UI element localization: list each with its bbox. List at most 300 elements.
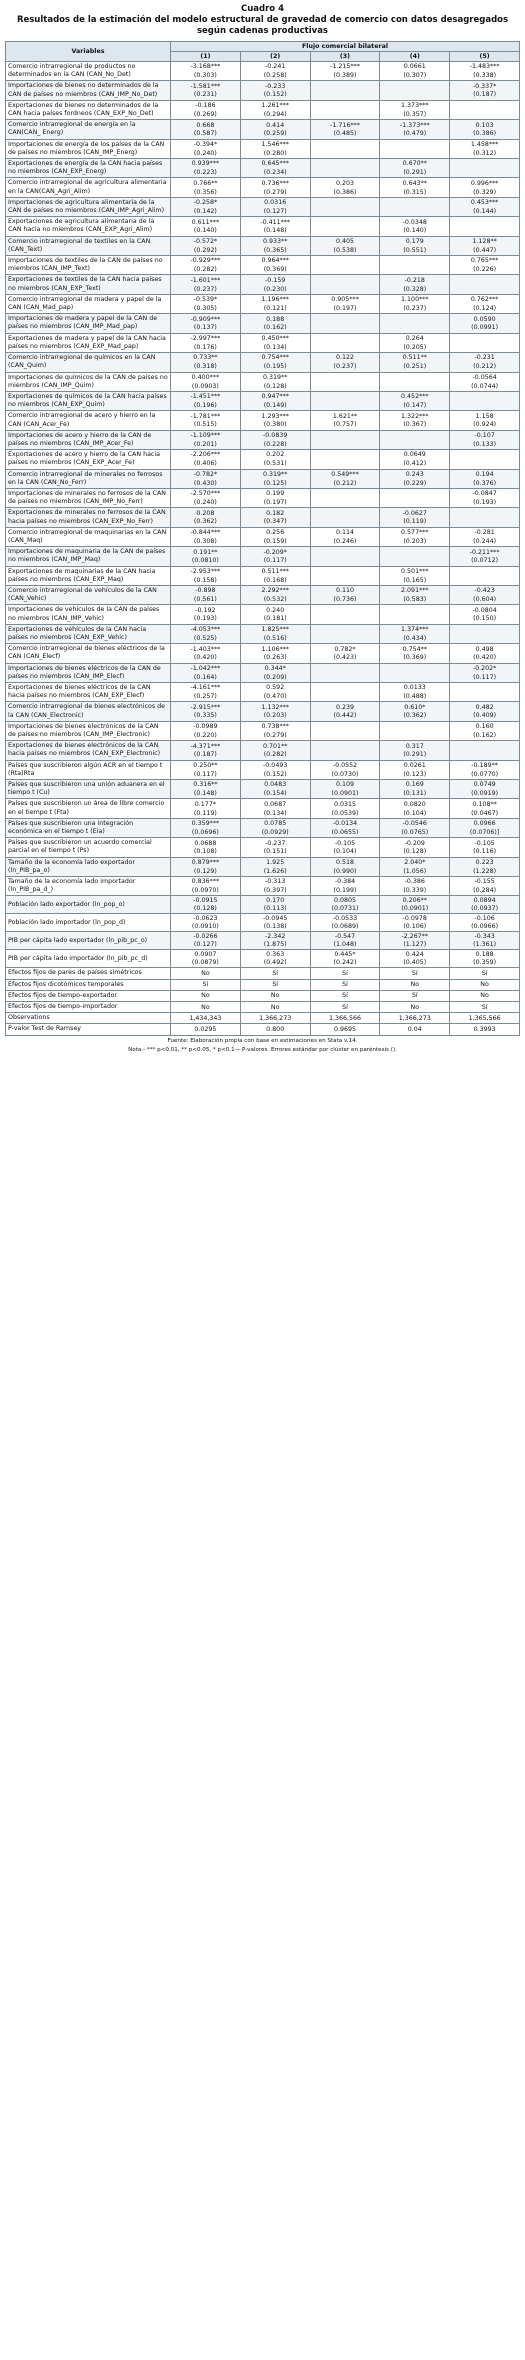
coefficient-cell: 0.0688	[171, 838, 241, 848]
coefficient-cell	[310, 488, 380, 498]
std-error-cell: (0.187)	[171, 751, 241, 760]
table-row	[6, 81, 520, 91]
std-error-cell: (0.532)	[240, 596, 310, 605]
table-row	[6, 391, 520, 401]
coefficient-cell: 1.106***	[240, 644, 310, 654]
variable-label: Exportaciones de energía de la CAN hacia países no miembros (CAN_EXP_Energ)	[6, 159, 171, 178]
coefficient-cell: -0.0546	[380, 818, 450, 828]
coefficient-cell: -1.042***	[171, 663, 241, 673]
std-error-cell: (0.123)	[380, 770, 450, 779]
std-error-cell: (0.409)	[450, 712, 520, 721]
coefficient-cell	[310, 100, 380, 110]
coefficient-cell: 0.206**	[380, 896, 450, 906]
coefficient-cell: 0.0820	[380, 799, 450, 809]
std-error-cell: (0.212)	[450, 363, 520, 372]
table-row	[6, 1024, 520, 1035]
coefficient-cell: 0.577***	[380, 527, 450, 537]
coefficient-cell: 1.128**	[450, 236, 520, 246]
std-error-cell: (0.138)	[240, 923, 310, 932]
variable-label: Comercio intrarregional de maquinarias en la CAN (CAN_Maq)	[6, 527, 171, 546]
std-error-cell	[310, 693, 380, 702]
table-row	[6, 702, 520, 712]
std-error-cell: (0.134)	[240, 809, 310, 818]
coefficient-cell: 1.621**	[310, 411, 380, 421]
std-error-cell	[310, 440, 380, 449]
coefficient-cell: -0.0989	[171, 721, 241, 731]
std-error-cell	[380, 266, 450, 275]
std-error-cell	[380, 557, 450, 566]
std-error-cell: (0.251)	[380, 363, 450, 372]
std-error-cell: (0.442)	[310, 712, 380, 721]
variable-label: Países que suscribieron una unión aduanera en el tiempo t (Cu)	[6, 780, 171, 799]
std-error-cell: (0.0810)	[171, 557, 241, 566]
std-error-cell: (0.280)	[240, 149, 310, 158]
variable-label: Exportaciones de acero y hierro de la CAN hacia países no miembros (CAN_EXP_Acer_Fe)	[6, 450, 171, 469]
coefficient-cell: -1.403***	[171, 644, 241, 654]
table-row	[6, 605, 520, 615]
table-row	[6, 139, 520, 149]
coefficient-cell: 0.414	[240, 120, 310, 130]
std-error-cell: (0.430)	[171, 479, 241, 488]
std-error-cell	[380, 149, 450, 158]
table-row	[6, 411, 520, 421]
coefficient-cell: 0.0785	[240, 818, 310, 828]
std-error-cell	[310, 402, 380, 411]
coefficient-cell	[380, 547, 450, 557]
std-error-cell: (0.0730)	[310, 770, 380, 779]
std-error-cell	[450, 111, 520, 120]
table-row	[6, 760, 520, 770]
coefficient-cell	[450, 159, 520, 169]
std-error-cell	[450, 460, 520, 469]
std-error-cell: (0.237)	[171, 285, 241, 294]
coefficient-cell: -4.371***	[171, 741, 241, 751]
coefficient-cell: 0.452***	[380, 391, 450, 401]
std-error-cell	[450, 576, 520, 585]
coefficient-cell: 0.933**	[240, 236, 310, 246]
coefficient-cell: -0.233	[240, 81, 310, 91]
coefficient-cell: 0.344*	[240, 663, 310, 673]
coefficient-cell: -0.337*	[450, 81, 520, 91]
std-error-cell: (0.0539)	[310, 809, 380, 818]
coefficient-cell: -0.0552	[310, 760, 380, 770]
coefficient-cell: -2.953***	[171, 566, 241, 576]
std-error-cell: (0.376)	[450, 479, 520, 488]
coefficient-cell: 0.0261	[380, 760, 450, 770]
table-row	[6, 857, 520, 867]
std-error-cell: (0.148)	[240, 227, 310, 236]
std-error-cell: (0.106)	[380, 923, 450, 932]
std-error-cell: (0.367)	[380, 421, 450, 430]
variable-label: Importaciones de vehículos de la CAN de países no miembros (CAN_IMP_Vehic)	[6, 605, 171, 624]
std-error-cell	[310, 751, 380, 760]
std-error-cell: (0.129)	[171, 867, 241, 876]
std-error-cell	[450, 169, 520, 178]
coefficient-cell: 0.208	[171, 508, 241, 518]
table-row	[6, 100, 520, 110]
value-cell: 0.04	[380, 1024, 450, 1035]
coefficient-cell	[310, 391, 380, 401]
variable-label: Países que suscribieron un área de libre comercio en el tiempo t (Fta)	[6, 799, 171, 818]
std-error-cell: (0.0903)	[171, 382, 241, 391]
std-error-cell: (0.220)	[171, 732, 241, 741]
variable-label: Exportaciones de agricultura alimentaria de la CAN hacia no miembros (CAN_EXP_Agri_Alim)	[6, 217, 171, 236]
std-error-cell: (0.228)	[240, 440, 310, 449]
std-error-cell: (0.231)	[171, 91, 241, 100]
coefficient-cell: -0.929***	[171, 256, 241, 266]
std-error-cell: (0.193)	[171, 615, 241, 624]
std-error-cell: (0.154)	[240, 790, 310, 799]
variable-label: Importaciones de bienes eléctricos de la CAN de países no miembros (CAN_IMP_Elecf)	[6, 663, 171, 682]
source-note: Fuente: Elaboración propia con base en estimaciones en Stata v.14.	[167, 1037, 358, 1044]
coefficient-cell: -0.411***	[240, 217, 310, 227]
variable-label: P-valor Test de Ramsey	[6, 1024, 171, 1035]
table-row	[6, 469, 520, 479]
coefficient-cell: 0.264	[380, 333, 450, 343]
std-error-cell	[310, 111, 380, 120]
std-error-cell: (0.0744)	[450, 382, 520, 391]
std-error-cell: (0.159)	[240, 537, 310, 546]
coefficient-cell	[380, 81, 450, 91]
table-row	[6, 1013, 520, 1024]
coefficient-cell: 0.754**	[380, 644, 450, 654]
std-error-cell	[310, 732, 380, 741]
coefficient-cell: -2.206***	[171, 450, 241, 460]
coefficient-cell	[450, 275, 520, 285]
std-error-cell: (0.318)	[171, 363, 241, 372]
std-error-cell: (0.423)	[310, 654, 380, 663]
coefficient-cell: 1.293***	[240, 411, 310, 421]
coefficient-cell: 1.925	[240, 857, 310, 867]
table-row	[6, 683, 520, 693]
std-error-cell: (0.168)	[240, 576, 310, 585]
std-error-cell	[310, 343, 380, 352]
std-error-cell: (0.339)	[380, 887, 450, 896]
std-error-cell: (0.187)	[450, 91, 520, 100]
value-cell: No	[380, 979, 450, 990]
variable-label: Población lado exportador (ln_pop_o)	[6, 896, 171, 914]
coefficient-cell: -0.192	[171, 605, 241, 615]
std-error-cell	[380, 732, 450, 741]
variable-label: Exportaciones de vehículos de la CAN hacia países no miembros (CAN_EXP_Vehic)	[6, 624, 171, 643]
coefficient-cell: 0.240	[240, 605, 310, 615]
coefficient-cell: -4.053***	[171, 624, 241, 634]
variable-label: Comercio intrarregional de minerales no ferrosos en la CAN (CAN_No_Ferr)	[6, 469, 171, 488]
coefficient-cell	[450, 391, 520, 401]
coefficient-cell: 0.191**	[171, 547, 241, 557]
coefficient-cell: 0.501***	[380, 566, 450, 576]
coefficient-cell	[450, 566, 520, 576]
coefficient-cell: -0.0945	[240, 914, 310, 924]
std-error-cell	[380, 440, 450, 449]
coefficient-cell: 0.250**	[171, 760, 241, 770]
std-error-cell: (0.359)	[450, 959, 520, 968]
std-error-cell: (0.142)	[171, 208, 241, 217]
std-error-cell: (0.406)	[171, 460, 241, 469]
coefficient-cell: -0.0564	[450, 372, 520, 382]
coefficient-cell	[380, 139, 450, 149]
std-error-cell: (0.434)	[380, 635, 450, 644]
std-error-cell: (0.244)	[450, 537, 520, 546]
coefficient-cell: 1.546***	[240, 139, 310, 149]
std-error-cell	[310, 518, 380, 527]
std-error-cell: (0.258)	[240, 72, 310, 81]
variable-label: Exportaciones de textiles de la CAN hacia países no miembros (CAN_EXP_Text)	[6, 275, 171, 294]
coefficient-cell	[380, 372, 450, 382]
table-row	[6, 566, 520, 576]
coefficient-cell: -2.915***	[171, 702, 241, 712]
coefficient-cell: 0.0661	[380, 62, 450, 72]
std-error-cell: (0.0770)	[450, 770, 520, 779]
coefficient-cell: -0.218	[380, 275, 450, 285]
std-error-cell: (0.164)	[171, 673, 241, 682]
coefficient-cell: 0.319**	[240, 469, 310, 479]
variable-label: Tamaño de la economía lado exportador (ln_PIB_pa_o)	[6, 857, 171, 876]
coefficient-cell: -0.313	[240, 877, 310, 887]
std-error-cell: (0.587)	[171, 130, 241, 139]
coefficient-cell: -0.0623	[171, 914, 241, 924]
std-error-cell: (0.412)	[380, 460, 450, 469]
std-error-cell: (0.121)	[240, 305, 310, 314]
std-error-cell: (0.0901)	[310, 790, 380, 799]
value-cell: 1,366,273	[380, 1013, 450, 1024]
coefficient-cell: 0.766**	[171, 178, 241, 188]
coefficient-cell	[380, 605, 450, 615]
coefficient-cell	[310, 333, 380, 343]
coefficient-cell: -0.107	[450, 430, 520, 440]
coefficient-cell: -1.716***	[310, 120, 380, 130]
coefficient-cell: -0.209*	[240, 547, 310, 557]
coefficient-cell	[310, 430, 380, 440]
coefficient-cell: -0.909***	[171, 314, 241, 324]
significance-note: Nota.- *** p<0.01, ** p<0.05, * p<0.1— P-valores. Errores estándar por clúster en paréntesis ().	[128, 1046, 397, 1053]
coefficient-cell: 0.108**	[450, 799, 520, 809]
std-error-cell: (0.757)	[310, 421, 380, 430]
table-row	[6, 914, 520, 924]
column-header: (3)	[310, 52, 380, 62]
variable-label: PIB per cápita lado exportador (ln_pib_pc_o)	[6, 932, 171, 950]
std-error-cell: (0.134)	[240, 343, 310, 352]
variable-label: Importaciones de textiles de la CAN de países no miembros (CAN_IMP_Text)	[6, 256, 171, 275]
variable-label: Países que suscribieron una integración económica en el tiempo t (Eia)	[6, 818, 171, 837]
std-error-cell	[310, 266, 380, 275]
variable-label: Importaciones de agricultura alimentaria de la CAN de países no miembros (CAN_IMP_Agri_Alim)	[6, 197, 171, 216]
std-error-cell	[310, 460, 380, 469]
std-error-cell: (0.0929)	[240, 829, 310, 838]
std-error-cell: (0.736)	[310, 596, 380, 605]
variable-label: Países que suscribieron un acuerdo comercial parcial en el tiempo t (Ps)	[6, 838, 171, 857]
std-error-cell: (0.137)	[171, 324, 241, 333]
std-error-cell: (0.117)	[240, 557, 310, 566]
coefficient-cell: -1.215***	[310, 62, 380, 72]
coefficient-cell: 0.0316	[240, 197, 310, 207]
std-error-cell: (0.119)	[380, 518, 450, 527]
coefficient-cell: -1.109***	[171, 430, 241, 440]
table-row	[6, 353, 520, 363]
variable-label: Exportaciones de químicos de la CAN hacia países no miembros (CAN_EXP_Quim)	[6, 391, 171, 410]
coefficient-cell: -0.572*	[171, 236, 241, 246]
std-error-cell: (0.148)	[171, 790, 241, 799]
std-error-cell: (0.269)	[171, 111, 241, 120]
table-row	[6, 236, 520, 246]
table-row	[6, 1002, 520, 1013]
std-error-cell: (0.128)	[380, 848, 450, 857]
coefficient-cell	[450, 100, 520, 110]
coefficient-cell: 1.373***	[380, 100, 450, 110]
std-error-cell: (0.525)	[171, 635, 241, 644]
coefficient-cell: 0.0749	[450, 780, 520, 790]
std-error-cell	[310, 576, 380, 585]
variable-label: Importaciones de acero y hierro de la CAN de países no miembros (CAN_IMP_Acer_Fe)	[6, 430, 171, 449]
std-error-cell: (0.104)	[380, 809, 450, 818]
std-error-cell	[450, 635, 520, 644]
std-error-cell: (0.308)	[171, 537, 241, 546]
coefficient-cell: 0.0649	[380, 450, 450, 460]
std-error-cell: (0.113)	[240, 905, 310, 914]
coefficient-cell	[380, 430, 450, 440]
coefficient-cell: 0.109	[310, 780, 380, 790]
value-cell: Sí	[171, 979, 241, 990]
variable-label: Comercio intrarregional de químicos en la CAN (CAN_Quim)	[6, 353, 171, 372]
coefficient-cell: -0.898	[171, 585, 241, 595]
coefficient-cell: 0.511**	[380, 353, 450, 363]
variable-label: Exportaciones de bienes no determinados de la CAN hacia países fordneos (CAN_EXP_No_Det)	[6, 100, 171, 119]
std-error-cell: (0.119)	[171, 809, 241, 818]
coefficient-cell: -1.373***	[380, 120, 450, 130]
coefficient-cell: -2.997***	[171, 333, 241, 343]
table-row	[6, 644, 520, 654]
table-row	[6, 488, 520, 498]
coefficient-cell: -0.202*	[450, 663, 520, 673]
coefficient-cell: -1.483***	[450, 62, 520, 72]
std-error-cell: (0.0696)	[171, 829, 241, 838]
std-error-cell: (0.303)	[171, 72, 241, 81]
value-cell: No	[380, 1002, 450, 1013]
std-error-cell: (0.0655)	[310, 829, 380, 838]
std-error-cell: (0.583)	[380, 596, 450, 605]
std-error-cell	[380, 324, 450, 333]
coefficient-cell: 1.374***	[380, 624, 450, 634]
std-error-cell: (0.124)	[450, 305, 520, 314]
coefficient-cell: 1.825***	[240, 624, 310, 634]
std-error-cell: (0.362)	[171, 518, 241, 527]
variable-label: Exportaciones de madera y papel de la CAN hacia países no miembros (CAN_EXP_Mad_pap)	[6, 333, 171, 352]
std-error-cell	[310, 635, 380, 644]
std-error-cell	[450, 402, 520, 411]
std-error-cell: (0.420)	[171, 654, 241, 663]
std-error-cell	[310, 382, 380, 391]
std-error-cell	[450, 693, 520, 702]
std-error-cell: (0.263)	[240, 654, 310, 663]
coefficient-cell: 0.765***	[450, 256, 520, 266]
std-error-cell: (0.162)	[450, 732, 520, 741]
coefficient-cell: -2.570***	[171, 488, 241, 498]
coefficient-cell: 0.114	[310, 527, 380, 537]
coefficient-cell: 0.243	[380, 469, 450, 479]
std-error-cell: (0.140)	[380, 227, 450, 236]
coefficient-cell: -0.106	[450, 914, 520, 924]
coefficient-cell: 2.292***	[240, 585, 310, 595]
std-error-cell: (0.282)	[240, 751, 310, 760]
table-row	[6, 256, 520, 266]
coefficient-cell: 0.445*	[310, 950, 380, 960]
coefficient-cell: 0.363	[240, 950, 310, 960]
coefficient-cell: 0.670**	[380, 159, 450, 169]
coefficient-cell	[380, 314, 450, 324]
std-error-cell: (0.0712)	[450, 557, 520, 566]
value-cell: No	[171, 990, 241, 1001]
value-cell: Sí	[380, 968, 450, 979]
std-error-cell: (0.279)	[240, 188, 310, 197]
std-error-cell: (0.199)	[310, 887, 380, 896]
coefficient-cell: -0.844***	[171, 527, 241, 537]
variable-label: Comercio intrarregional de bienes eléctricos de la CAN (CAN_Elecf)	[6, 644, 171, 663]
table-row	[6, 275, 520, 285]
value-cell: Sí	[240, 968, 310, 979]
coefficient-cell: 1.322***	[380, 411, 450, 421]
coefficient-cell: -0.0348	[380, 217, 450, 227]
coefficient-cell: 0.359***	[171, 818, 241, 828]
variable-label: Exportaciones de bienes eléctricos de la CAN hacia países no miembros (CAN_EXP_Elecf)	[6, 683, 171, 702]
coefficient-cell: 0.188	[450, 950, 520, 960]
coefficient-cell: 2.040*	[380, 857, 450, 867]
table-row	[6, 159, 520, 169]
std-error-cell: (0.0467)	[450, 809, 520, 818]
std-error-cell: (0.515)	[171, 421, 241, 430]
table-document	[5, 0, 520, 1054]
coefficient-cell: 0.736***	[240, 178, 310, 188]
coefficient-cell	[380, 197, 450, 207]
std-error-cell: (0.140)	[171, 227, 241, 236]
std-error-cell: (0.209)	[240, 673, 310, 682]
coefficient-cell: 0.316**	[171, 780, 241, 790]
coefficient-cell: 0.169	[380, 780, 450, 790]
table-row	[6, 818, 520, 828]
coefficient-cell: -0.241	[240, 62, 310, 72]
std-error-cell: (0.365)	[240, 246, 310, 255]
table-row	[6, 990, 520, 1001]
coefficient-cell: 0.122	[310, 353, 380, 363]
coefficient-cell: 0.405	[310, 236, 380, 246]
table-row	[6, 294, 520, 304]
coefficient-cell	[450, 450, 520, 460]
table-row	[6, 838, 520, 848]
coefficient-cell: -0.386	[380, 877, 450, 887]
coefficient-cell: 0.400***	[171, 372, 241, 382]
std-error-cell: (0.0706)]	[450, 829, 520, 838]
coefficient-cell: 0.319**	[240, 372, 310, 382]
table-row	[6, 120, 520, 130]
std-error-cell: (0.117)	[450, 673, 520, 682]
variable-label: Comercio intrarregional de textiles en la CAN (CAN_Text)	[6, 236, 171, 255]
std-error-cell: (0.125)	[240, 479, 310, 488]
coefficient-cell	[310, 314, 380, 324]
std-error-cell: (0.386)	[450, 130, 520, 139]
std-error-cell: (0.128)	[171, 905, 241, 914]
std-error-cell: (0.240)	[171, 149, 241, 158]
std-error-cell: (0.128)	[240, 382, 310, 391]
value-cell: No	[450, 979, 520, 990]
std-error-cell: (0.108)	[171, 848, 241, 857]
std-error-cell	[310, 149, 380, 158]
coefficient-cell	[310, 159, 380, 169]
std-error-cell: (0.470)	[240, 693, 310, 702]
std-error-cell: (0.127)	[171, 941, 241, 950]
coefficient-cell: 0.592	[240, 683, 310, 693]
coefficient-cell: -0.539*	[171, 294, 241, 304]
coefficient-cell: 0.203	[310, 178, 380, 188]
coefficient-cell: 0.0133	[380, 683, 450, 693]
